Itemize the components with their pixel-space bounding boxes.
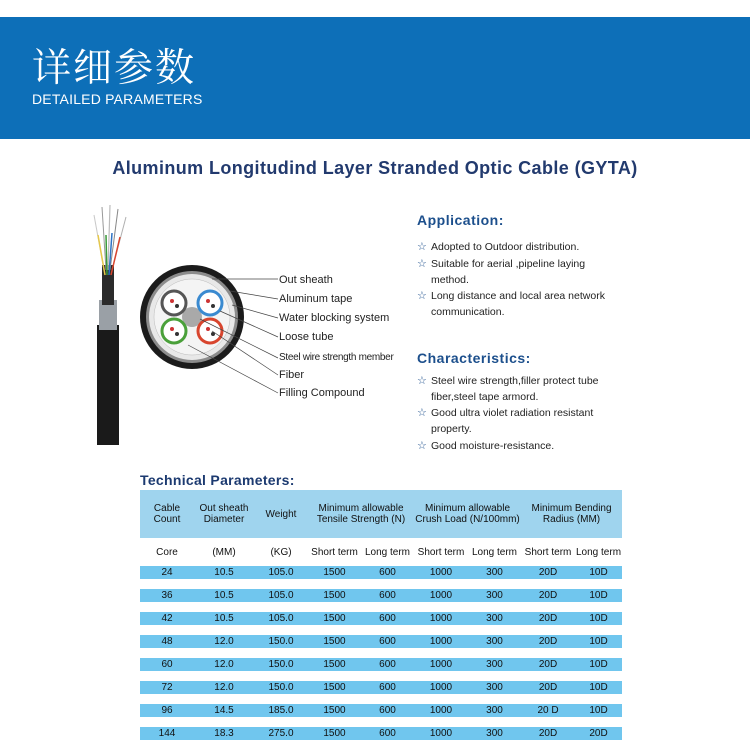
table-cell: 600 (361, 566, 414, 579)
spacer-cell (140, 671, 622, 681)
table-cell: 10D (575, 658, 622, 671)
table-cell: 1500 (308, 566, 361, 579)
star-icon: ☆ (417, 290, 427, 302)
technical-parameters-heading: Technical Parameters: (140, 472, 295, 488)
star-icon: ☆ (417, 241, 427, 253)
table-cell: 20D (521, 658, 575, 671)
table-cell: 600 (361, 658, 414, 671)
subheader-cell: (KG) (254, 538, 308, 566)
table-cell: 20D (575, 727, 622, 740)
spacer-cell (140, 625, 622, 635)
spacer-cell (140, 579, 622, 589)
table-cell: 1500 (308, 658, 361, 671)
table-cell: 14.5 (194, 704, 254, 717)
header-title-cn: 详细参数 (32, 46, 197, 91)
label-steel-wire: Steel wire strength member (279, 352, 394, 363)
table-cell: 10D (575, 612, 622, 625)
table-cell: 20 D (521, 704, 575, 717)
label-loose-tube: Loose tube (279, 331, 334, 343)
table-cell: 300 (468, 566, 521, 579)
table-cell: 60 (140, 658, 194, 671)
table-row (140, 589, 622, 602)
table-cell: 96 (140, 704, 194, 717)
star-icon: ☆ (417, 375, 427, 387)
characteristics-item: ☆ Good moisture-resistance. (417, 440, 555, 452)
table-cell: 300 (468, 727, 521, 740)
table-cell: 10.5 (194, 612, 254, 625)
subheader-cell: Core (140, 538, 194, 566)
table-cell: 1500 (308, 612, 361, 625)
table-row (140, 681, 622, 694)
subheader-cell: Short term (414, 538, 468, 566)
spacer-cell (140, 694, 622, 704)
table-cell: 600 (361, 589, 414, 602)
table-cell: 600 (361, 635, 414, 648)
table-cell: 20D (521, 566, 575, 579)
table-cell: 1500 (308, 727, 361, 740)
table-cell: 300 (468, 704, 521, 717)
characteristics-item: ☆ Good ultra violet radiation resistant property. (417, 407, 594, 435)
table-cell: 600 (361, 681, 414, 694)
table-row (140, 612, 622, 625)
header-cell: Minimum allowable Crush Load (N/100mm) (414, 490, 521, 538)
table-row (140, 704, 622, 717)
label-fiber: Fiber (279, 369, 305, 381)
table-cell: 1000 (414, 704, 468, 717)
table-cell: 1500 (308, 635, 361, 648)
table-cell: 600 (361, 727, 414, 740)
row-spacer (140, 625, 622, 635)
table-cell: 20D (521, 681, 575, 694)
header-cell: Weight (254, 490, 308, 538)
table-cell: 10D (575, 635, 622, 648)
technical-parameters-table (140, 490, 622, 740)
table-cell: 36 (140, 589, 194, 602)
header-cell: Cable Count (140, 490, 194, 538)
header-cell: Minimum Bending Radius (MM) (521, 490, 622, 538)
table-cell: 105.0 (254, 589, 308, 602)
row-spacer (140, 579, 622, 589)
application-item: ☆ Suitable for aerial ,pipeline laying method. (417, 258, 586, 286)
table-cell: 600 (361, 704, 414, 717)
row-spacer (140, 602, 622, 612)
table-cell: 1000 (414, 612, 468, 625)
star-icon: ☆ (417, 407, 427, 419)
spacer-cell (140, 717, 622, 727)
table-row (140, 727, 622, 740)
table-cell: 1000 (414, 727, 468, 740)
table-cell: 275.0 (254, 727, 308, 740)
label-out-sheath: Out sheath (279, 274, 333, 286)
subheader-cell: (MM) (194, 538, 254, 566)
table-cell: 300 (468, 681, 521, 694)
table-cell: 10D (575, 681, 622, 694)
row-spacer (140, 717, 622, 727)
table-cell: 20D (521, 635, 575, 648)
spacer-cell (140, 648, 622, 658)
table-cell: 10D (575, 566, 622, 579)
table-cell: 300 (468, 589, 521, 602)
cable-diagram (92, 205, 297, 445)
table-cell: 1500 (308, 589, 361, 602)
table-cell: 20D (521, 612, 575, 625)
table-cell: 1000 (414, 658, 468, 671)
application-item: ☆ Adopted to Outdoor distribution. (417, 241, 580, 253)
star-icon: ☆ (417, 258, 427, 270)
table-cell: 1500 (308, 704, 361, 717)
subheader-cell: Short term (521, 538, 575, 566)
table-cell: 1000 (414, 589, 468, 602)
table-subheader-row (140, 538, 622, 566)
table-cell: 72 (140, 681, 194, 694)
table-cell: 150.0 (254, 681, 308, 694)
characteristics-heading: Characteristics: (417, 350, 531, 366)
label-aluminum-tape: Aluminum tape (279, 293, 353, 305)
table-cell: 150.0 (254, 658, 308, 671)
table-cell: 105.0 (254, 566, 308, 579)
subheader-cell: Long term (575, 538, 622, 566)
table-cell: 10D (575, 704, 622, 717)
subheader-cell: Long term (468, 538, 521, 566)
header-banner (0, 17, 750, 139)
label-water-blocking: Water blocking system (279, 312, 390, 324)
row-spacer (140, 694, 622, 704)
table-cell: 18.3 (194, 727, 254, 740)
table-cell: 48 (140, 635, 194, 648)
header-title-en: DETAILED PARAMETERS (32, 91, 203, 107)
table-cell: 600 (361, 612, 414, 625)
header-cell: Out sheath Diameter (194, 490, 254, 538)
table-cell: 1000 (414, 566, 468, 579)
application-heading: Application: (417, 212, 504, 228)
table-cell: 12.0 (194, 635, 254, 648)
label-filling-compound: Filling Compound (279, 387, 365, 399)
table-cell: 24 (140, 566, 194, 579)
table-header-row (140, 490, 622, 538)
row-spacer (140, 671, 622, 681)
product-title: Aluminum Longitudind Layer Stranded Optic Cable (GYTA) (112, 158, 638, 178)
header-cell: Minimum allowable Tensile Strength (N) (308, 490, 414, 538)
spacer-cell (140, 602, 622, 612)
characteristics-item: ☆ Steel wire strength,filler protect tube fiber,steel tape armord. (417, 375, 599, 403)
row-spacer (140, 648, 622, 658)
application-item: ☆ Long distance and local area network communication. (417, 290, 605, 318)
table-cell: 144 (140, 727, 194, 740)
table-row (140, 658, 622, 671)
table-row (140, 566, 622, 579)
table-cell: 300 (468, 635, 521, 648)
table-cell: 150.0 (254, 635, 308, 648)
subheader-cell: Short term (308, 538, 361, 566)
table-row (140, 635, 622, 648)
table-cell: 12.0 (194, 658, 254, 671)
table-cell: 10.5 (194, 566, 254, 579)
table-cell: 10.5 (194, 589, 254, 602)
table-cell: 20D (521, 727, 575, 740)
table-cell: 1000 (414, 681, 468, 694)
table-cell: 105.0 (254, 612, 308, 625)
subheader-cell: Long term (361, 538, 414, 566)
table-cell: 300 (468, 612, 521, 625)
table-cell: 20D (521, 589, 575, 602)
star-icon: ☆ (417, 440, 427, 452)
table-cell: 185.0 (254, 704, 308, 717)
table-cell: 1500 (308, 681, 361, 694)
table-cell: 1000 (414, 635, 468, 648)
table-cell: 42 (140, 612, 194, 625)
table-cell: 10D (575, 589, 622, 602)
table-cell: 12.0 (194, 681, 254, 694)
table-cell: 300 (468, 658, 521, 671)
